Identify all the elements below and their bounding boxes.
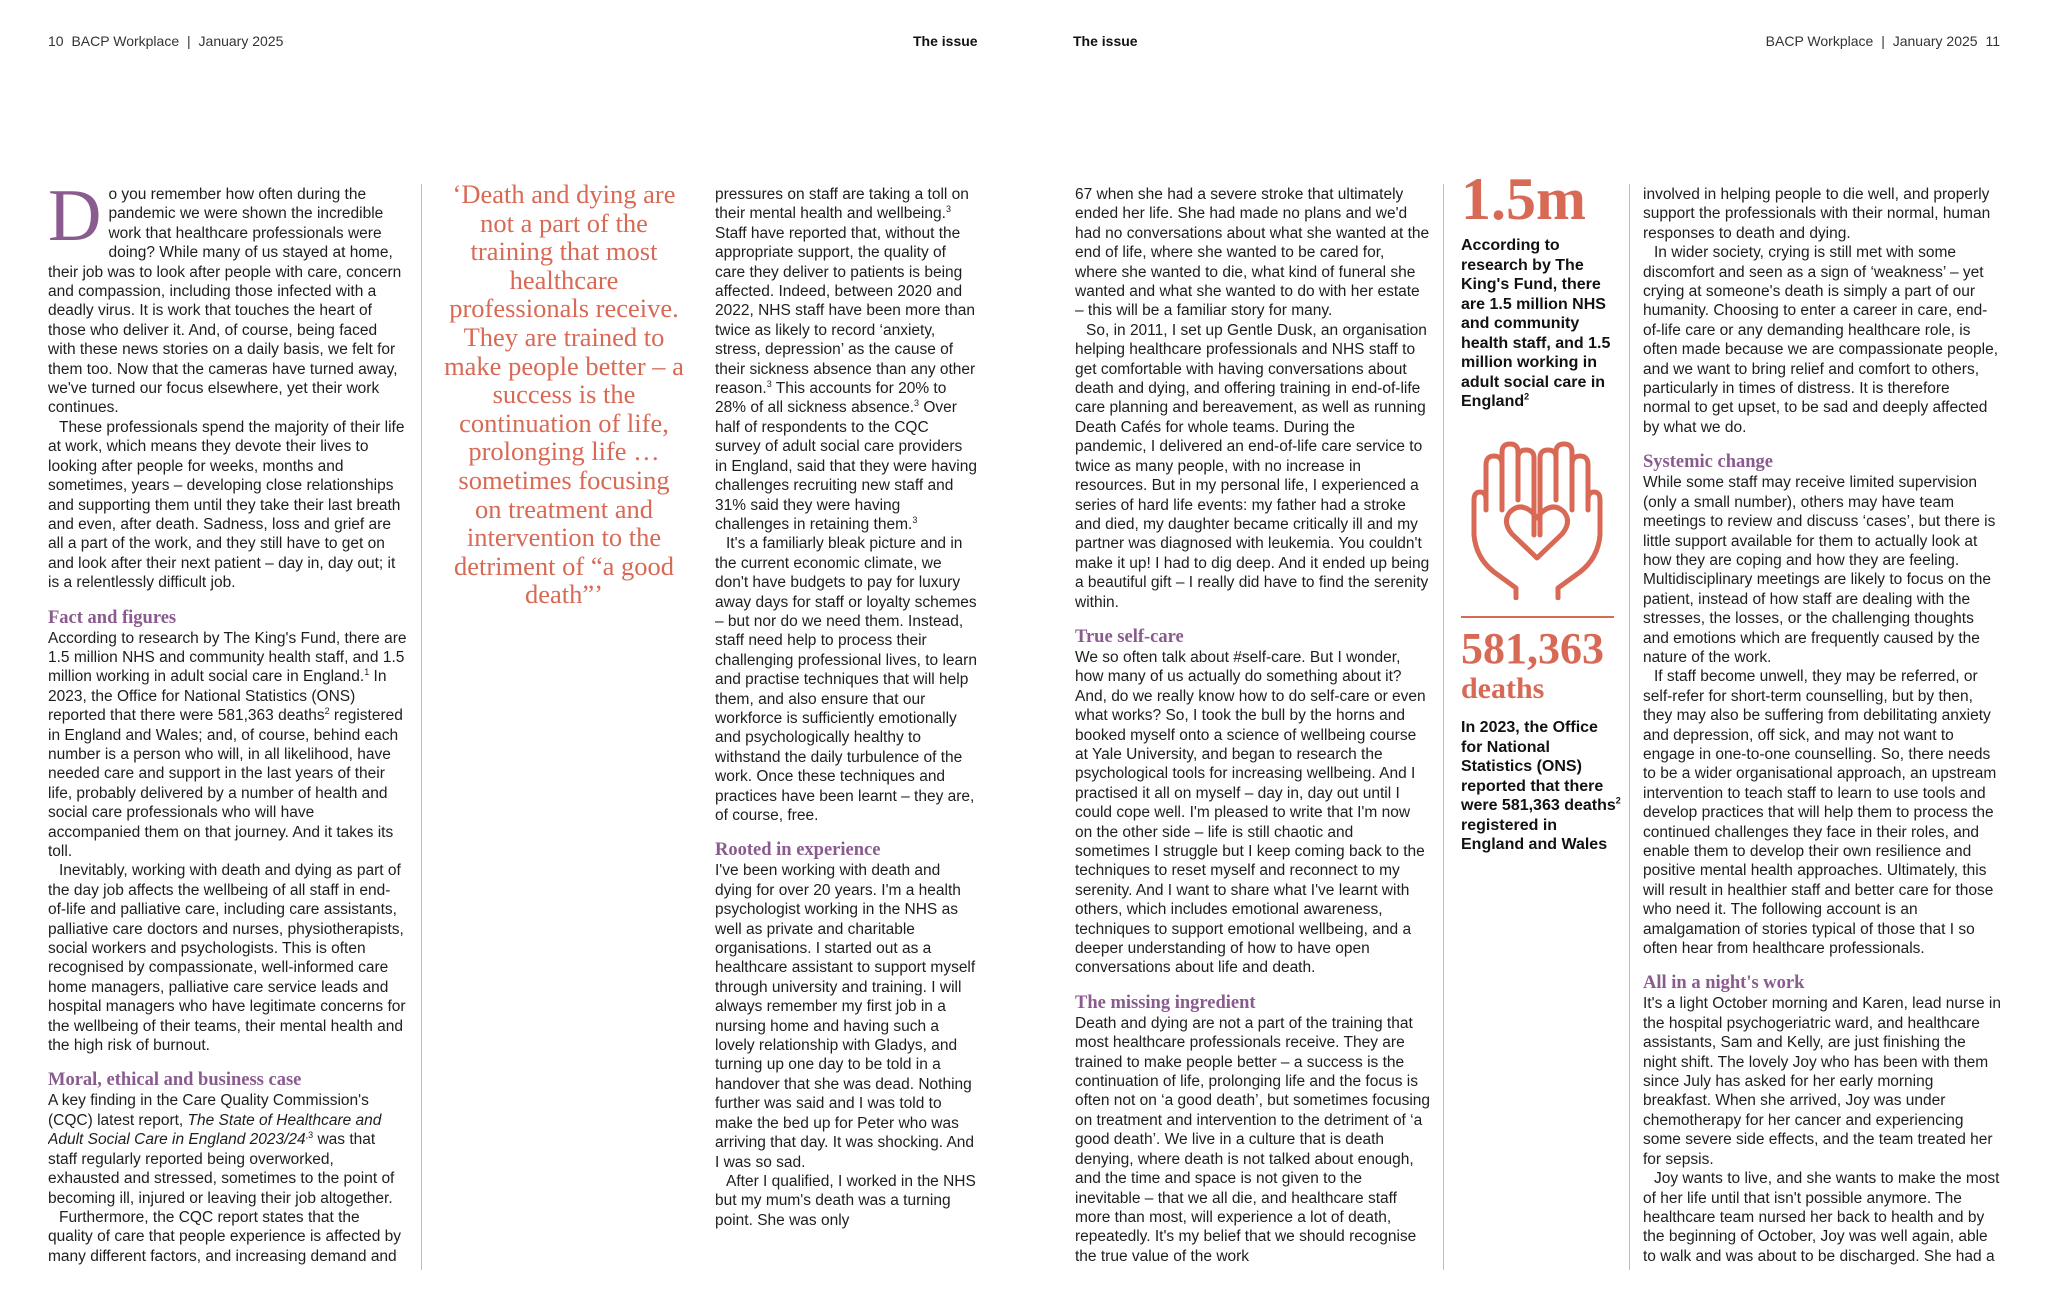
- body-text: pressures on staff are taking a toll on their mental health and wellbeing.: [715, 186, 969, 223]
- footnote-ref: 2: [1524, 391, 1530, 402]
- column-rule-1: [421, 184, 422, 1270]
- intro-text: o you remember how often during the pandemic we were shown the incredible work that healthcare professionals were doing? While many of us stayed at home, their job was to look after people with care, concern and compassion, including those infected with a deadly virus. It is work that touches the heart of those who deliver it. And, of course, being faced with these news stories on a daily basis, we felt for them too. Now that the cameras have turned away, we've turned our focus elsewhere, yet their work continues.: [48, 186, 402, 417]
- body-paragraph: [48, 629, 408, 862]
- footnote-ref: 2: [1615, 795, 1621, 806]
- article-column-1: [48, 185, 408, 1280]
- stat-2-caption: [1461, 718, 1621, 855]
- article-column-4: [1075, 185, 1430, 1280]
- body-paragraph: Inevitably, working with death and dying as part of the day job affects the wellbeing of all staff in end-of-life and palliative care, including care assistants, palliative care doctors and nurses, physiotherapists, social workers and psychologists. This is often recognised by compassionate, well-informed care home managers, palliative care service leads and hospital managers who have legitimate concerns for the wellbeing of their teams, their mental health and the high risk of burnout.: [48, 862, 406, 1055]
- body-text: According to research by The King's Fund, there are 1.5 million NHS and community health staff, and 1.5 million working in adult social care in England.: [48, 629, 407, 686]
- body-paragraph: It's a light October morning and Karen, lead nurse in the hospital psychogeriatric ward, and healthcare assistants, Sam and Kelly, are just finishing the night shift. The lovely Joy who has been with them since July has asked for her early morning breakfast. When she arrived, Joy was under chemotherapy for her cancer and experiencing some severe side effects, and the team treated her for sepsis.: [1643, 995, 2001, 1168]
- hands-heart-icon-left-thumb: [1474, 492, 1486, 500]
- footnote-ref: 3: [914, 398, 920, 409]
- hands-heart-icon-left-finger-3: [1518, 450, 1534, 535]
- right-issue-date: January 2025: [1892, 33, 1978, 49]
- subheading-missing-ingredient: The missing ingredient: [1075, 992, 1256, 1013]
- body-paragraph: [715, 185, 977, 534]
- body-paragraph: Joy wants to live, and she wants to make the most of her life until that isn't possible anymore. The healthcare team nursed her back to health and by the beginning of October, Joy was well again, able to walk and was about to be discharged. She had a: [1643, 1170, 2000, 1265]
- left-running-header: [48, 33, 283, 49]
- body-text: Staff have reported that, without the appropriate support, the quality of care they deliver to patients is being affected. Indeed, between 2020 and 2022, NHS staff have been more than twice as likely to record ‘anxiety, stress, depression’ as the cause of their sickness absence than any other reason.: [715, 224, 976, 398]
- article-column-6: [1643, 185, 2001, 1280]
- body-paragraph: These professionals spend the majority of their life at work, which means they devote their lives to looking after people for weeks, months and sometimes, years – developing close relationships and supporting them until they take their last breath and even, after death. Sadness, loss and grief are all a part of the work, and they still have to get on and look after their next patient – day in, day out; it is a relentlessly difficult job.: [48, 418, 405, 592]
- body-paragraph: While some staff may receive limited supervision (only a small number), others may have team meetings to review and discuss ‘cases’, but there is little support available for them to actually look at how they are coping and how they are feeling. Multidisciplinary meetings are likely to focus on the patient, instead of how staff are dealing with the stresses, the losses, or the challenging thoughts and emotions which are frequently caused by the nature of the work.: [1643, 474, 1996, 666]
- footnote-ref: 3: [945, 204, 951, 215]
- stat-box-1: [1461, 168, 1621, 412]
- subheading-all-in-a-nights-work: All in a night's work: [1643, 973, 1805, 994]
- stat-box-2: [1461, 626, 1621, 855]
- hands-heart-icon-heart: [1506, 507, 1567, 558]
- article-column-3: [715, 185, 977, 1280]
- footnote-ref: 3: [912, 514, 918, 525]
- body-text: was that staff regularly reported being overworked, exhausted and stressed, sometimes to the point of becoming ill, injured or leaving their job altogether.: [48, 1131, 395, 1207]
- footnote-ref: 3: [766, 378, 772, 389]
- body-paragraph: So, in 2011, I set up Gentle Dusk, an organisation helping healthcare professionals and NHS staff to get comfortable with having conversations about death and dying, and offering training in end-of-life care planning and bereavement, as well as running Death Cafés for whole teams. During the pandemic, I delivered an end-of-life care service to twice as many people, with no increase in resources. But in my personal life, I experienced a series of hard life events: my father had a stroke and died, my daughter became critically ill and my partner was diagnosed with leukemia. You couldn't make it up! I had to dig deep. And it ended up being a beautiful gift – I really did have to find the serenity within.: [1075, 321, 1430, 611]
- body-paragraph: [48, 1091, 408, 1207]
- subheading-rooted-in-experience: Rooted in experience: [715, 840, 881, 861]
- right-page-number: 11: [1985, 33, 2000, 49]
- body-paragraph: We so often talk about #self-care. But I wonder, how many of us actually do something about it? And, do we really know how to do self-care or even what works? So, I took the bull by the horns and booked myself onto a science of wellbeing course at Yale University, and began to research the psychological tools for increasing wellbeing. And I practised it all on myself – day in, day out until I could cope well. I'm pleased to write that I'm now on the other side – life is still chaotic and sometimes I struggle but I keep coming back to the techniques to reset myself and reconnect to my serenity. And I want to share what I've learnt with others, which includes emotional awareness, techniques to support emotional wellbeing, and a deeper understanding of how to have open conversations about life and death.: [1075, 648, 1426, 977]
- body-text: Over half of respondents to the CQC survey of adult social care providers in England, said that they were having challenges recruiting new staff and 31% said they were having challenges in retaining them.: [715, 399, 977, 533]
- column-rule-3: [1629, 184, 1630, 1270]
- body-paragraph: If staff become unwell, they may be referred, or self-refer for short-term counselling, but by then, they may also be suffering from debilitating anxiety and depression, off sick, and may not want to engage in one-to-one counselling. So, there needs to be a wider organisational approach, an upstream intervention to teach staff to learn to use tools and develop practices that will help them to process the continued challenges they face in their roles, and enable them to develop their own resilience and positive mental health approaches. Ultimately, this will result in healthier staff and better care for those who need it. The following account is an amalgamation of stories typical of those that I so often hear from healthcare professionals.: [1643, 668, 1997, 958]
- body-text: A key finding in the Care Quality Commission's (CQC) latest report,: [48, 1092, 369, 1129]
- hands-heart-icon-right-finger-3: [1540, 450, 1556, 535]
- stat-2-value: 581,363: [1461, 624, 1604, 673]
- intro-paragraph: [48, 185, 408, 418]
- stat-1-caption: [1461, 236, 1621, 412]
- right-section-label: The issue: [1073, 33, 1138, 49]
- left-publication: BACP Workplace: [71, 33, 180, 49]
- body-paragraph: After I qualified, I worked in the NHS but my mum's death was a turning point. She was only: [715, 1172, 976, 1229]
- body-paragraph: It's a familiarly bleak picture and in the current economic climate, we don't have budgets to pay for luxury away days for staff or loyalty schemes – but nor do we need them. Instead, staff need help to process their challenging professional lives, to learn and practise techniques that will help them, and also ensure that our workforce is sufficiently emotionally and psychologically healthy to withstand the daily turbulence of the work. Once these techniques and practices have been learnt – they are, of course, free.: [715, 535, 977, 824]
- left-issue-date: January 2025: [198, 33, 284, 49]
- body-paragraph: 67 when she had a severe stroke that ultimately ended her life. She had made no plans and we'd had no conversations about what she wanted at the end of life, where she wanted to be cared for, where she wanted to die, what kind of funeral she wanted and what she wanted to do with her estate – this will be a familiar story for many.: [1075, 186, 1430, 320]
- footnote-ref: 1: [364, 667, 370, 678]
- right-running-header: [1766, 33, 2000, 49]
- drop-cap: D: [48, 185, 102, 257]
- report-title: The State of Healthcare and Adult Social Care in England 2023/24: [48, 1111, 382, 1149]
- body-paragraph: In wider society, crying is still met with some discomfort and seen as a sign of ‘weakness’ – yet crying at someone's death is simply a part of our humanity. Choosing to enter a career in care, end-of-life care or any demanding healthcare role, is often made because we are compassionate people, and we want to bring relief and comfort to others, particularly in times of distress. It is therefore normal to get upset, to be sad and deeply affected by what we do.: [1643, 244, 1999, 436]
- body-text: This accounts for 20% to 28% of all sickness absence.: [715, 380, 947, 417]
- right-publication: BACP Workplace: [1765, 33, 1874, 49]
- right-header-separator: |: [1881, 33, 1885, 49]
- body-paragraph: I've been working with death and dying for over 20 years. I'm a health psychologist working in the NHS as well as private and charitable organisations. I started out as a healthcare assistant to support myself through university and training. I will always remember my first job in a nursing home and having such a lovely relationship with Gladys, and turning up one day to be told in a handover that she was dead. Nothing further was said and I was told to make the bed up for Peter who was arriving that day. It was shocking. And I was so sad.: [715, 862, 976, 1171]
- hands-heart-icon: [1464, 440, 1610, 600]
- subheading-systemic-change: Systemic change: [1643, 452, 1773, 473]
- stat-2-caption-text: registered in England and Wales: [1461, 816, 1608, 853]
- body-text: In 2023, the Office for National Statistics (ONS) reported that there were 581,363 deaths: [48, 668, 387, 725]
- left-header-separator: |: [187, 33, 191, 49]
- body-text: registered in England and Wales; and, of course, behind each number is a person who will, in all likelihood, have needed care and support in the last years of their life, probably delivered by a number of health and social care professionals who will have accompanied them on that journey. And it takes its toll.: [48, 707, 403, 860]
- hands-heart-icon-right-thumb: [1588, 492, 1600, 500]
- subheading-true-self-care: True self-care: [1075, 626, 1184, 647]
- body-paragraph: Furthermore, the CQC report states that the quality of care that people experience is affected by many different factors, and increasing demand and: [48, 1208, 401, 1265]
- subheading-moral-ethical: Moral, ethical and business case: [48, 1070, 302, 1091]
- left-page-number: 10: [48, 33, 64, 49]
- body-paragraph: involved in helping people to die well, and properly support the professionals with their normal, human responses to death and dying.: [1643, 186, 1991, 242]
- subheading-fact-and-figures: Fact and figures: [48, 607, 177, 628]
- footnote-ref: ,3: [305, 1130, 314, 1141]
- left-section-label: The issue: [913, 33, 978, 49]
- body-paragraph: Death and dying are not a part of the training that most healthcare professionals receive. They are trained to make people better – a success is the continuation of life, prolonging life and the focus is often not on ‘a good death’, but sometimes focusing on treatment and intervention to the detriment of ‘a good death’. We live in a culture that is death denying, where death is not talked about enough, and the time and space is not given to the inevitable – that we all die, and healthcare staff more than most, will experience a lot of death, repeatedly. It's my belief that we should recognise the true value of the work: [1075, 1014, 1430, 1265]
- footnote-ref: 2: [324, 706, 330, 716]
- stat-1-value: 1.5m: [1461, 166, 1586, 232]
- stat-divider: [1461, 616, 1614, 618]
- column-rule-2: [1443, 184, 1444, 1270]
- stat-2-unit: deaths: [1461, 672, 1545, 705]
- stat-2-caption-text: In 2023, the Office for National Statistics (ONS) reported that there were 581,363 deaths: [1461, 719, 1616, 814]
- pull-quote: ‘Death and dying are not a part of the training that most healthcare professionals receive. They are trained to make people better – a success is the continuation of life, prolonging life … sometimes focusing on treatment and intervention to the detriment of “a good death”’: [444, 179, 684, 610]
- stat-1-caption-text: According to research by The King's Fund, there are 1.5 million NHS and community health staff, and 1.5 million working in adult social care in England: [1461, 237, 1611, 410]
